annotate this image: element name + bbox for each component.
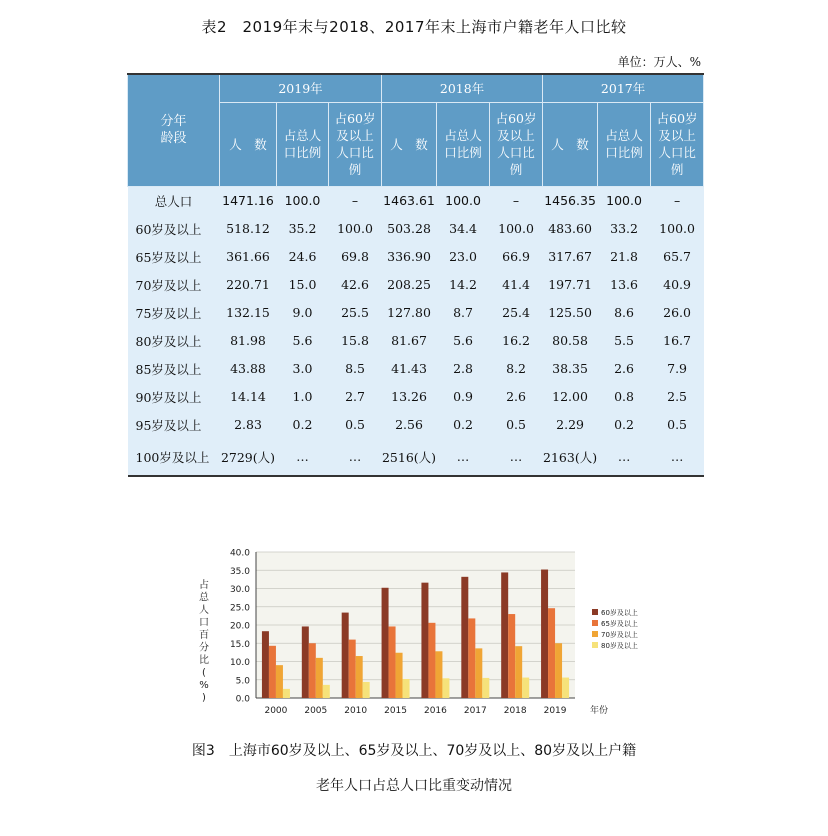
table-cell: 518.12 [220,215,277,243]
bar [421,583,428,698]
bar [468,618,475,698]
row-label: 75岁及以上 [128,299,220,327]
elderly-share-bar-chart [190,540,650,730]
table-cell: 100.0 [329,215,382,243]
table-cell: 41.4 [490,271,543,299]
table-cell: 14.14 [220,383,277,411]
table-cell: 1456.35 [543,186,598,215]
table-cell: 43.88 [220,355,277,383]
year-header: 2018年 [382,74,543,102]
table-cell: 23.0 [437,243,490,271]
bar [269,646,276,698]
bar [283,689,290,698]
col-header-share-total: 占总人口比例 [598,102,651,186]
col-header-count: 人 数 [543,102,598,186]
table-unit: 单位：万人、% [617,55,701,69]
table-cell: 8.6 [598,299,651,327]
elderly-population-table [127,73,704,477]
table-cell: 0.2 [598,411,651,439]
legend-label: 60岁及以上 [601,609,638,617]
table-cell: 220.71 [220,271,277,299]
legend-label: 80岁及以上 [601,642,638,650]
table-row [128,243,704,271]
table-cell: 25.4 [490,299,543,327]
table-cell: 483.60 [543,215,598,243]
table-cell: 2.6 [490,383,543,411]
x-tick-label: 2017 [463,706,487,716]
y-tick-label: 40.0 [229,548,250,559]
y-tick-label: 35.0 [229,566,250,577]
table-cell: 2.56 [382,411,437,439]
table-cell: 2729(人) [220,439,277,476]
bar [302,626,309,698]
bar [403,679,410,698]
col-header-share-total: 占总人口比例 [277,102,329,186]
x-tick-label: 2000 [264,706,288,716]
bar [396,653,403,698]
table-cell: 41.43 [382,355,437,383]
table-row [128,439,704,476]
table-cell: 5.6 [277,327,329,355]
table-cell: … [490,439,543,476]
table-cell: 7.9 [651,355,704,383]
row-label: 90岁及以上 [128,383,220,411]
col-header-share-60plus: 占60岁及以上人口比例 [490,102,543,186]
legend-label: 70岁及以上 [601,631,638,639]
bar [461,577,468,698]
bar [482,678,489,698]
x-axis-label: 年份 [589,706,609,716]
table-cell: 16.7 [651,327,704,355]
y-axis-label: 占总人口百分比( % ) [199,580,209,704]
table-row [128,411,704,439]
year-header: 2017年 [543,74,704,102]
x-tick-label: 2016 [423,706,447,716]
bar [389,626,396,698]
x-tick-label: 2015 [384,706,408,716]
table-cell: 65.7 [651,243,704,271]
y-tick-label: 20.0 [229,621,250,632]
table-cell: 361.66 [220,243,277,271]
table-cell: … [437,439,490,476]
table-cell: 80.58 [543,327,598,355]
table-cell: 100.0 [651,215,704,243]
x-tick-label: 2010 [344,706,368,716]
bar [428,623,435,698]
bar [316,658,323,698]
table-row [128,299,704,327]
table-cell: 0.2 [437,411,490,439]
table-cell: 5.6 [437,327,490,355]
bar [309,643,316,698]
table-cell: 81.67 [382,327,437,355]
bar [442,678,449,698]
table-row [128,186,704,215]
table-cell: 100.0 [490,215,543,243]
table-cell: 69.8 [329,243,382,271]
y-tick-label: 0.0 [235,694,250,705]
bar [508,614,515,698]
figure-caption-line2: 老年人口占总人口比重变动情况 [316,778,512,794]
y-tick-label: 25.0 [229,603,250,614]
row-label: 70岁及以上 [128,271,220,299]
row-label: 100岁及以上 [128,439,220,476]
table-cell: 8.2 [490,355,543,383]
table-cell: 12.00 [543,383,598,411]
table-cell: 2.8 [437,355,490,383]
col-header-count: 人 数 [382,102,437,186]
table-cell: 0.5 [329,411,382,439]
table-cell: 15.8 [329,327,382,355]
table-cell: – [651,186,704,215]
table-cell: 100.0 [277,186,329,215]
y-tick-label: 30.0 [229,585,250,595]
table-cell: 2.83 [220,411,277,439]
table-row [128,383,704,411]
table-cell: 42.6 [329,271,382,299]
table-cell: 208.25 [382,271,437,299]
bar [515,646,522,698]
table-cell: 0.9 [437,383,490,411]
bar [541,570,548,698]
table-cell: 127.80 [382,299,437,327]
table-cell: 9.0 [277,299,329,327]
table-cell: … [651,439,704,476]
table-cell: 38.35 [543,355,598,383]
row-label: 85岁及以上 [128,355,220,383]
legend-swatch [592,642,598,648]
table-cell: 81.98 [220,327,277,355]
age-group-header: 分年 龄段 [128,74,220,186]
x-tick-label: 2018 [503,706,527,716]
x-tick-label: 2019 [543,706,567,716]
row-label: 80岁及以上 [128,327,220,355]
table-cell: 0.5 [490,411,543,439]
table-cell: 317.67 [543,243,598,271]
bar [501,572,508,698]
table-cell: – [329,186,382,215]
table-cell: … [329,439,382,476]
table-cell: 40.9 [651,271,704,299]
row-label: 总人口 [128,186,220,215]
table-cell: 2.5 [651,383,704,411]
row-label: 95岁及以上 [128,411,220,439]
table-cell: 100.0 [598,186,651,215]
bar [382,588,389,698]
table-cell: 1.0 [277,383,329,411]
table-cell: 3.0 [277,355,329,383]
table-row [128,215,704,243]
bar [276,665,283,698]
table-cell: 66.9 [490,243,543,271]
table-cell: 8.7 [437,299,490,327]
col-header-share-60plus: 占60岁及以上人口比例 [329,102,382,186]
table-cell: 5.5 [598,327,651,355]
bar [356,656,363,698]
table-cell: – [490,186,543,215]
table-cell: 125.50 [543,299,598,327]
table-cell: 1471.16 [220,186,277,215]
table-cell: 1463.61 [382,186,437,215]
bar [323,685,330,698]
table-cell: 100.0 [437,186,490,215]
bar [349,640,356,698]
bar [363,682,370,698]
row-label: 60岁及以上 [128,215,220,243]
table-cell: 25.5 [329,299,382,327]
table-cell: 26.0 [651,299,704,327]
bar [475,648,482,698]
y-tick-label: 15.0 [229,639,250,650]
col-header-share-60plus: 占60岁及以上人口比例 [651,102,704,186]
table-row [128,355,704,383]
bar [548,608,555,698]
table-cell: 8.5 [329,355,382,383]
table-cell: … [277,439,329,476]
x-tick-label: 2005 [304,706,328,716]
legend-swatch [592,620,598,626]
bar [435,651,442,698]
bar [522,678,529,698]
legend-swatch [592,609,598,615]
bar [342,613,349,698]
table-cell: 2163(人) [543,439,598,476]
y-tick-label: 5.0 [235,676,250,687]
table-cell: 503.28 [382,215,437,243]
table-row [128,271,704,299]
table-cell: 21.8 [598,243,651,271]
table-cell: 16.2 [490,327,543,355]
bar [555,643,562,698]
table-cell: 197.71 [543,271,598,299]
table-cell: 0.2 [277,411,329,439]
legend-swatch [592,631,598,637]
table-cell: 132.15 [220,299,277,327]
legend-label: 65岁及以上 [601,620,638,628]
table-cell: 2.7 [329,383,382,411]
figure-caption-line1: 图3 上海市60岁及以上、65岁及以上、70岁及以上、80岁及以上户籍 [191,743,637,759]
bar [262,631,269,698]
bar [562,678,569,698]
row-label: 65岁及以上 [128,243,220,271]
table-cell: 15.0 [277,271,329,299]
table-title: 表2 2019年末与2018、2017年末上海市户籍老年人口比较 [201,18,627,36]
table-cell: 2516(人) [382,439,437,476]
table-row [128,327,704,355]
table-cell: 33.2 [598,215,651,243]
table-cell: 35.2 [277,215,329,243]
y-tick-label: 10.0 [229,658,250,668]
year-header: 2019年 [220,74,382,102]
col-header-share-total: 占总人口比例 [437,102,490,186]
table-cell: 13.6 [598,271,651,299]
table-cell: 0.5 [651,411,704,439]
col-header-count: 人 数 [220,102,277,186]
table-cell: 14.2 [437,271,490,299]
table-cell: 24.6 [277,243,329,271]
table-cell: 336.90 [382,243,437,271]
table-cell: 2.6 [598,355,651,383]
table-cell: 34.4 [437,215,490,243]
table-cell: 13.26 [382,383,437,411]
table-cell: … [598,439,651,476]
table-cell: 0.8 [598,383,651,411]
table-cell: 2.29 [543,411,598,439]
